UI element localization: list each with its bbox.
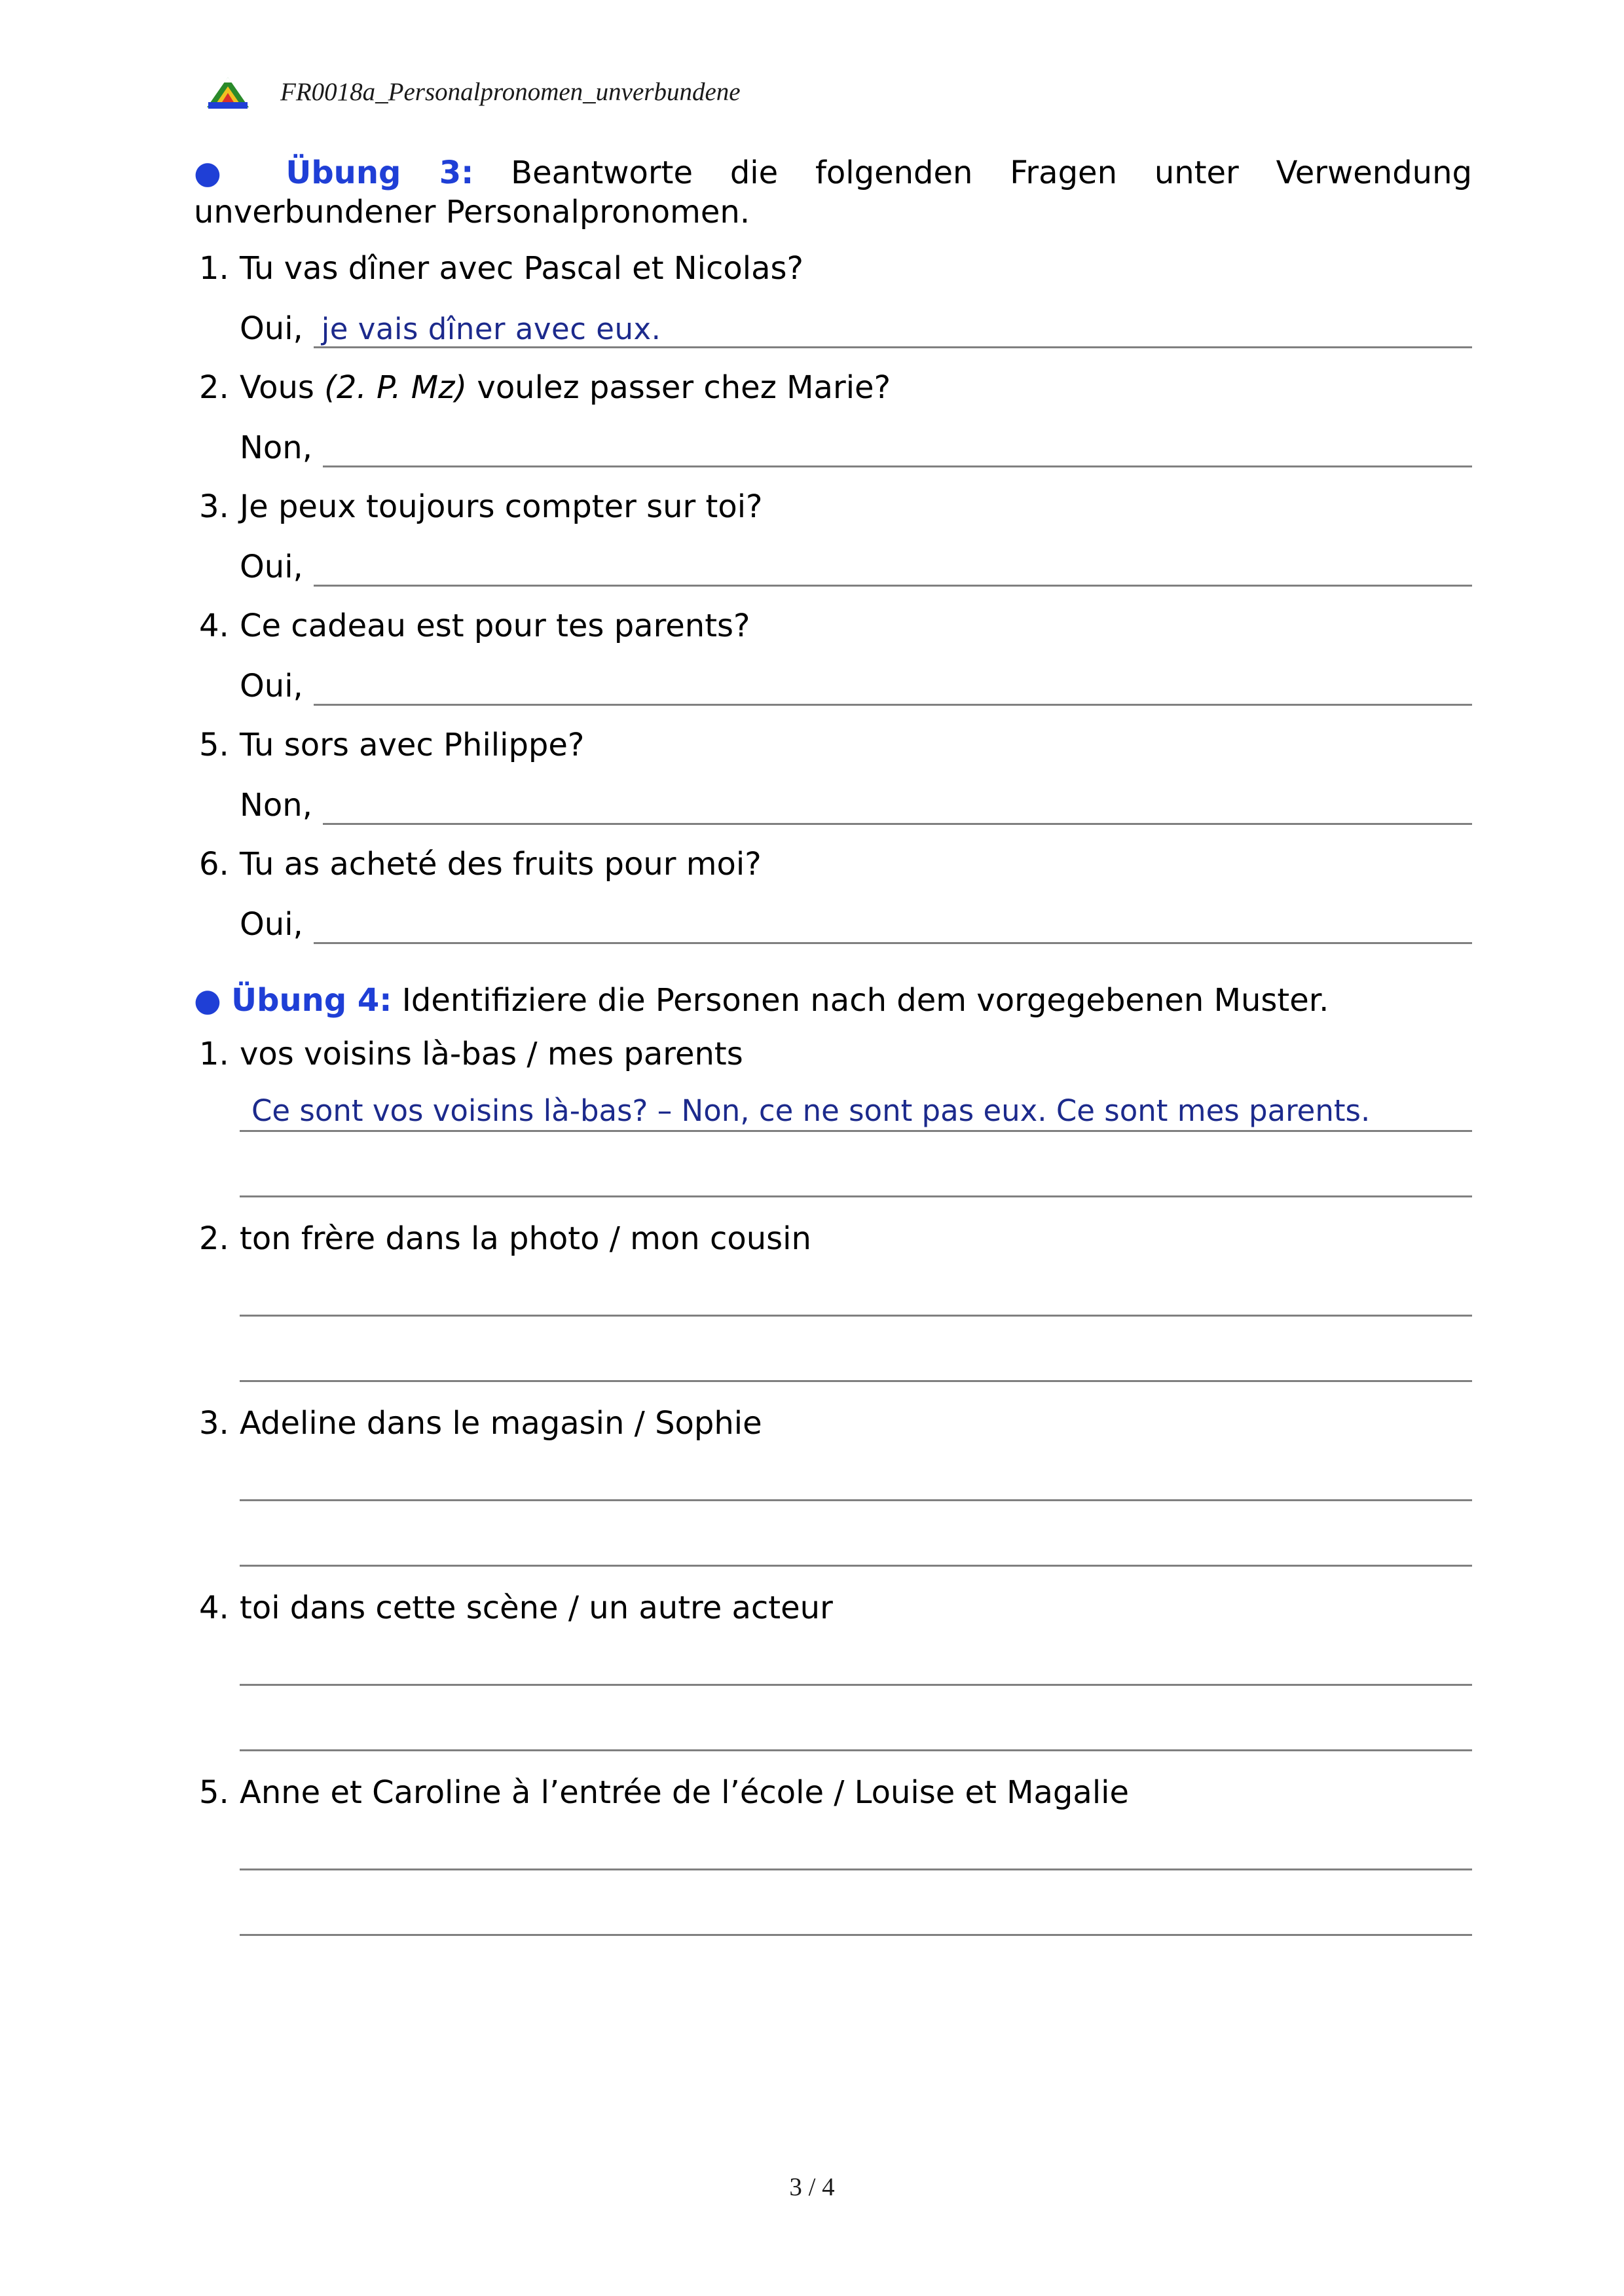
exercise-3-heading	[194, 153, 1472, 232]
item-text: toi dans cette scène / un autre acteur	[240, 1590, 833, 1626]
item-text: ton frère dans la photo / mon cousin	[240, 1220, 811, 1257]
answer-lead: Non,	[240, 787, 312, 824]
question-3: 3. Je peux toujours compter sur toi?	[199, 488, 763, 525]
page-header	[204, 72, 741, 111]
question-4: 4. Ce cadeau est pour tes parents?	[199, 608, 750, 644]
question-6: 6. Tu as acheté des fruits pour moi?	[199, 846, 762, 883]
answer-line-1b[interactable]	[240, 1195, 1472, 1197]
answer-row-2	[240, 428, 1472, 467]
answer-field-3[interactable]	[314, 553, 1472, 587]
question-5: 5. Tu sors avec Philippe?	[199, 727, 585, 763]
answer-row-5	[240, 786, 1472, 825]
handwritten-answer: Ce sont vos voisins là-bas? – Non, ce ne sont pas eux. Ce sont mes parents.	[251, 1093, 1371, 1128]
bullet-icon: ●	[194, 155, 249, 191]
answer-line-1a[interactable]	[240, 1130, 1472, 1132]
answer-lead: Oui,	[240, 906, 303, 943]
item-text: vos voisins là-bas / mes parents	[240, 1036, 743, 1072]
exercise-4-label: Übung 4:	[231, 982, 392, 1019]
item-1: 1. vos voisins là-bas / mes parents	[199, 1036, 743, 1072]
answer-field-6[interactable]	[314, 911, 1472, 944]
answer-row-6	[240, 905, 1472, 944]
answer-line-4a[interactable]	[240, 1684, 1472, 1686]
answer-field-1[interactable]	[314, 312, 1472, 348]
answer-line-3a[interactable]	[240, 1499, 1472, 1501]
answer-field-5[interactable]	[323, 792, 1472, 825]
exercise-3-instruction: Beantworte die folgenden Fragen unter Verwendung unverbundener Personalpronomen.	[194, 155, 1472, 230]
question-text: Tu vas dîner avec Pascal et Nicolas?	[240, 250, 803, 287]
question-text: Tu sors avec Philippe?	[240, 727, 585, 763]
answer-lead: Oui,	[240, 668, 303, 704]
question-2: 2. Vous (2. P. Mz) voulez passer chez Marie?	[199, 369, 891, 406]
item-text: Anne et Caroline à l’entrée de l’école / Louise et Magalie	[240, 1774, 1130, 1811]
handwritten-answer: je vais dîner avec eux.	[321, 312, 661, 346]
answer-row-4	[240, 666, 1472, 706]
document-title: FR0018a_Personalpronomen_unverbundene	[280, 77, 741, 106]
answer-lead: Oui,	[240, 549, 303, 585]
exercise-4-heading	[194, 981, 1472, 1020]
question-text: Ce cadeau est pour tes parents?	[240, 608, 750, 644]
answer-field-2[interactable]	[323, 434, 1472, 467]
answer-line-2a[interactable]	[240, 1315, 1472, 1317]
answer-lead: Non,	[240, 429, 312, 466]
answer-line-4b[interactable]	[240, 1749, 1472, 1751]
item-2: 2. ton frère dans la photo / mon cousin	[199, 1220, 811, 1257]
item-4: 4. toi dans cette scène / un autre acteur	[199, 1590, 833, 1626]
answer-line-5b[interactable]	[240, 1934, 1472, 1936]
item-5: 5. Anne et Caroline à l’entrée de l’école / Louise et Magalie	[199, 1774, 1130, 1811]
mountain-logo-icon	[204, 73, 251, 110]
exercise-4-instruction: Identifiziere die Personen nach dem vorgegebenen Muster.	[401, 982, 1329, 1019]
bullet-icon: ●	[194, 982, 221, 1019]
item-text: Adeline dans le magasin / Sophie	[240, 1405, 762, 1442]
answer-lead: Oui,	[240, 310, 303, 347]
page-number: 3 / 4	[789, 2173, 835, 2201]
answer-row-3	[240, 547, 1472, 587]
question-text: Je peux toujours compter sur toi?	[240, 488, 763, 525]
answer-field-4[interactable]	[314, 672, 1472, 706]
answer-line-5a[interactable]	[240, 1868, 1472, 1870]
exercise-3-label: Übung 3:	[286, 155, 474, 191]
answer-line-2b[interactable]	[240, 1380, 1472, 1382]
answer-line-3b[interactable]	[240, 1565, 1472, 1567]
item-3: 3. Adeline dans le magasin / Sophie	[199, 1405, 762, 1442]
question-1: 1. Tu vas dîner avec Pascal et Nicolas?	[199, 250, 803, 287]
answer-row-1	[240, 309, 1472, 348]
question-text: Tu as acheté des fruits pour moi?	[240, 846, 762, 883]
